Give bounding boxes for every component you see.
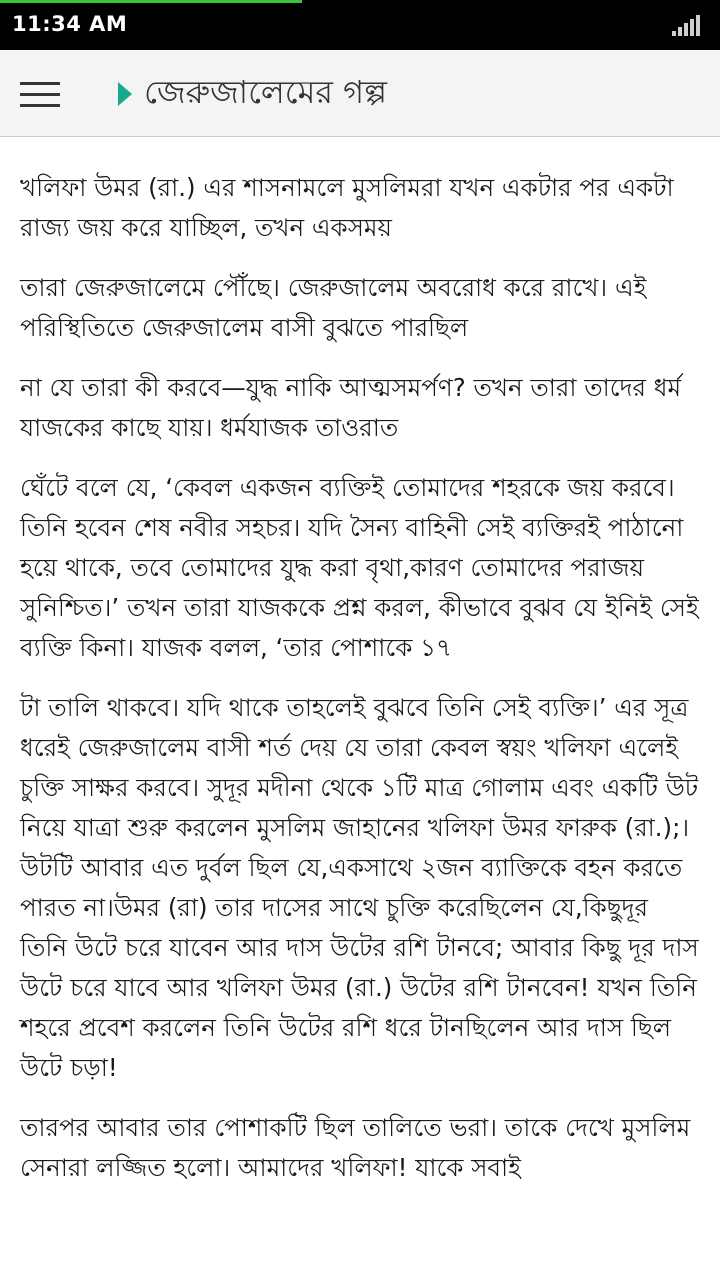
signal-bars-icon xyxy=(672,14,706,36)
article-paragraph-5: টা তালি থাকবে। যদি থাকে তাহলেই বুঝবে তিনি সেই ব্যক্তি।’ এর সূত্র ধরেই জেরুজালেম বাসী শর্ত দেয় যে তারা কেবল স্বয়ং খলিফা এলেই চুক্তি সাক্ষর করবে। সুদূর মদীনা থেকে ১টি মাত্র গোলাম এবং একটি উট নিয়ে যাত্রা শুরু করলেন মুসলিম জাহানের খলিফা উমর ফারুক (রা.);।উটটি আবার এত দুর্বল ছিল যে,একসাথে ২জন ব্যাক্তিকে বহন করতে পারত না।উমর (রা) তার দাসের সাথে চুক্তি করেছিলেন যে,কিছুদূর তিনি উটে চরে যাবেন আর দাস উটের রশি টানবে; আবার কিছু দূর দাস উটে চরে যাবে আর খলিফা উমর (রা.) উটের রশি টানবেন! যখন তিনি শহরে প্রবেশ করলেন তিনি উটের রশি ধরে টানছিলেন আর দাস ছিল উটে চড়া! xyxy=(20,693,699,1082)
article-paragraph-1: খলিফা উমর (রা.) এর শাসনামলে মুসলিমরা যখন একটার পর একটা রাজ্য জয় করে যাচ্ছিল, তখন একসময় xyxy=(20,173,674,242)
page-title: জেরুজালেমের গল্প xyxy=(144,73,387,111)
article-paragraph-6: তারপর আবার তার পোশাকটি ছিল তালিতে ভরা। তাকে দেখে মুসলিম সেনারা লজ্জিত হলো। আমাদের খলিফা! যাকে সবাই xyxy=(20,1113,691,1182)
title-wrap xyxy=(118,70,387,118)
article-content xyxy=(20,168,700,1208)
article-paragraph-3: না যে তারা কী করবে—যুদ্ধ নাকি আত্মসমর্পণ? তখন তারা তাদের ধর্ম যাজকের কাছে যায়। ধর্মযাজক তাওরাত xyxy=(20,373,682,442)
status-bar xyxy=(0,0,720,50)
status-time: 11:34 AM xyxy=(12,12,128,36)
article-paragraph-4: ঘেঁটে বলে যে, ‘কেবল একজন ব্যক্তিই তোমাদের শহরকে জয় করবে। তিনি হবেন শেষ নবীর সহচর। যদি সৈন্য বাহিনী সেই ব্যক্তিরই পাঠানো হয়ে থাকে, তবে তোমাদের যুদ্ধ করা বৃথা,কারণ তোমাদের পরাজয় সুনিশ্চিত।’ তখন তারা যাজককে প্রশ্ন করল, কীভাবে বুঝব যে ইনিই সেই ব্যক্তি কিনা। যাজক বলল, ‘তার পোশাকে ১৭ xyxy=(20,473,699,662)
menu-button[interactable] xyxy=(12,68,68,120)
hamburger-menu-icon[interactable] xyxy=(20,80,60,108)
caret-right-icon xyxy=(118,82,132,106)
app-bar xyxy=(0,50,720,137)
article-paragraph-2: তারা জেরুজালেমে পৌঁছে। জেরুজালেম অবরোধ করে রাখে। এই পরিস্থিতিতে জেরুজালেম বাসী বুঝতে পারছিল xyxy=(20,273,647,342)
loading-progress-bar xyxy=(0,0,302,3)
